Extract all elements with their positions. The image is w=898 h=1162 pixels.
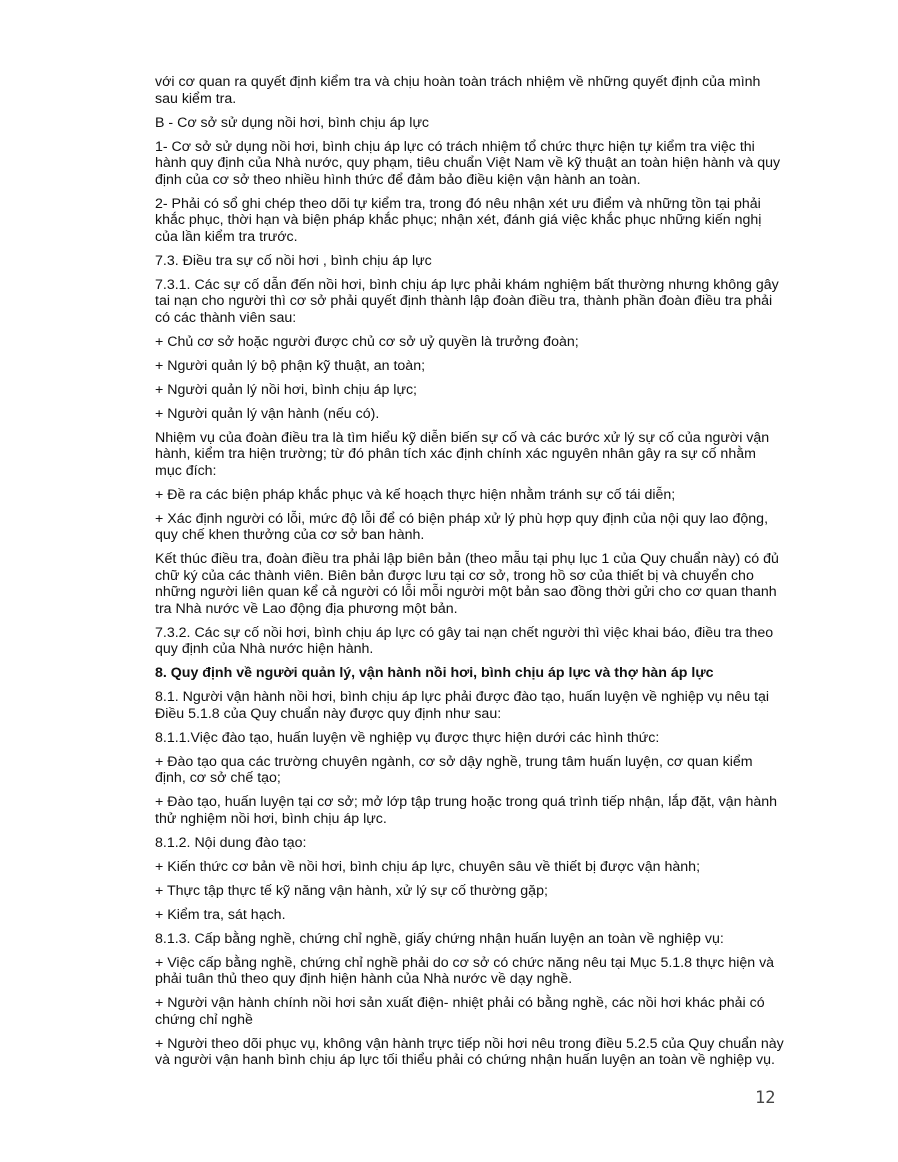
paragraph: với cơ quan ra quyết định kiểm tra và chịu hoàn toàn trách nhiệm về những quyết định của mình sau kiểm tra. [155, 74, 761, 107]
list-item: + Việc cấp bằng nghề, chứng chỉ nghề phải do cơ sở có chức năng nêu tại Mục 5.1.8 thực hiện và phải tuân thủ theo quy định hiện hành của Nhà nước về dạy nghề. [155, 954, 775, 987]
paragraph: 1- Cơ sở sử dụng nồi hơi, bình chịu áp lực có trách nhiệm tổ chức thực hiện tự kiểm tra việc thi hành quy định của Nhà nước, quy phạm, tiêu chuẩn Việt Nam về kỹ thuật an toàn hiện hành và quy định của cơ sở theo nhiều hình thức để đảm bảo điều kiện vận hành an toàn. [155, 138, 781, 188]
list-item: + Người theo dõi phục vụ, không vận hành trực tiếp nồi hơi nêu trong điều 5.2.5 của Quy chuẩn này và người vận hanh bình chịu áp lực tối thiểu phải có chứng nhận huấn luyện an toàn về nghiệp vụ. [155, 1035, 784, 1068]
paragraph: 8.1.3. Cấp bằng nghề, chứng chỉ nghề, giấy chứng nhận huấn luyện an toàn về nghiệp vụ: [155, 930, 724, 947]
document-body [155, 74, 785, 1076]
list-item: + Đề ra các biện pháp khắc phục và kế hoạch thực hiện nhằm tránh sự cố tái diễn; [155, 486, 676, 503]
list-item: + Chủ cơ sở hoặc người được chủ cơ sở uỷ quyền là trưởng đoàn; [155, 333, 579, 350]
paragraph: 8.1.2. Nội dung đào tạo: [155, 834, 307, 851]
section-heading-bold: 8. Quy định về người quản lý, vận hành nồi hơi, bình chịu áp lực và thợ hàn áp lực [155, 665, 714, 681]
section-heading: 7.3. Điều tra sự cố nồi hơi , bình chịu áp lực [155, 252, 432, 269]
list-item: + Người quản lý vận hành (nếu có). [155, 405, 380, 422]
paragraph: Nhiệm vụ của đoàn điều tra là tìm hiểu kỹ diễn biến sự cố và các bước xử lý sự cố của người vận hành, kiểm tra hiện trường; từ đó phân tích xác định chính xác nguyên nhân gây ra sự cố nhằm mục đích: [155, 429, 770, 479]
list-item: + Người quản lý bộ phận kỹ thuật, an toàn; [155, 357, 426, 374]
paragraph: B - Cơ sở sử dụng nồi hơi, bình chịu áp lực [155, 114, 430, 131]
paragraph: 7.3.1. Các sự cố dẫn đến nồi hơi, bình chịu áp lực phải khám nghiệm bất thường nhưng không gây tai nạn cho người thì cơ sở phải quyết định thành lập đoàn điều tra, thành phần đoàn điều tra phải có các thành viên sau: [155, 276, 779, 326]
paragraph: 7.3.2. Các sự cố nồi hơi, bình chịu áp lực có gây tai nạn chết người thì việc khai báo, điều tra theo quy định của Nhà nước hiện hành. [155, 624, 774, 657]
paragraph: 8.1.1.Việc đào tạo, huấn luyện về nghiệp vụ được thực hiện dưới các hình thức: [155, 729, 660, 746]
paragraph: Kết thúc điều tra, đoàn điều tra phải lập biên bản (theo mẫu tại phụ lục 1 của Quy chuẩn này) có đủ chữ ký của các thành viên. Biên bản được lưu tại cơ sở, trong hồ sơ của thiết bị và chuyển cho những người liên quan kể cả người có lỗi mỗi người một bản sao đồng thời gửi cho cơ quan thanh tra Nhà nước về Lao động địa phương một bản. [155, 551, 779, 617]
list-item: + Người quản lý nồi hơi, bình chịu áp lực; [155, 381, 417, 398]
list-item: + Đào tạo, huấn luyện tại cơ sở; mở lớp tập trung hoặc trong quá trình tiếp nhận, lắp đặt, vận hành thử nghiệm nồi hơi, bình chịu áp lực. [155, 794, 778, 827]
list-item: + Kiểm tra, sát hạch. [155, 906, 286, 923]
list-item: + Người vận hành chính nồi hơi sản xuất điện- nhiệt phải có bằng nghề, các nồi hơi khác phải có chứng chỉ nghề [155, 995, 765, 1028]
list-item: + Đào tạo qua các trường chuyên ngành, cơ sở dậy nghề, trung tâm huấn luyện, cơ quan kiểm định, cơ sở chế tạo; [155, 753, 753, 786]
paragraph: 2- Phải có sổ ghi chép theo dõi tự kiểm tra, trong đó nêu nhận xét ưu điểm và những tồn tại phải khắc phục, thời hạn và biện pháp khắc phục; nhận xét, đánh giá việc khắc phục những kiến nghị của lần kiểm tra trước. [155, 195, 762, 245]
page-number: 12 [755, 1088, 776, 1108]
list-item: + Thực tập thực tế kỹ năng vận hành, xử lý sự cố thường gặp; [155, 882, 548, 899]
paragraph: 8.1. Người vận hành nồi hơi, bình chịu áp lực phải được đào tạo, huấn luyện về nghiệp vụ nêu tại Điều 5.1.8 của Quy chuẩn này được quy định như sau: [155, 689, 770, 722]
list-item: + Kiến thức cơ bản về nồi hơi, bình chịu áp lực, chuyên sâu về thiết bị được vận hành; [155, 858, 701, 875]
list-item: + Xác định người có lỗi, mức độ lỗi để có biện pháp xử lý phù hợp quy định của nội quy lao động, quy chế khen thưởng của cơ sở ban hành. [155, 510, 769, 543]
